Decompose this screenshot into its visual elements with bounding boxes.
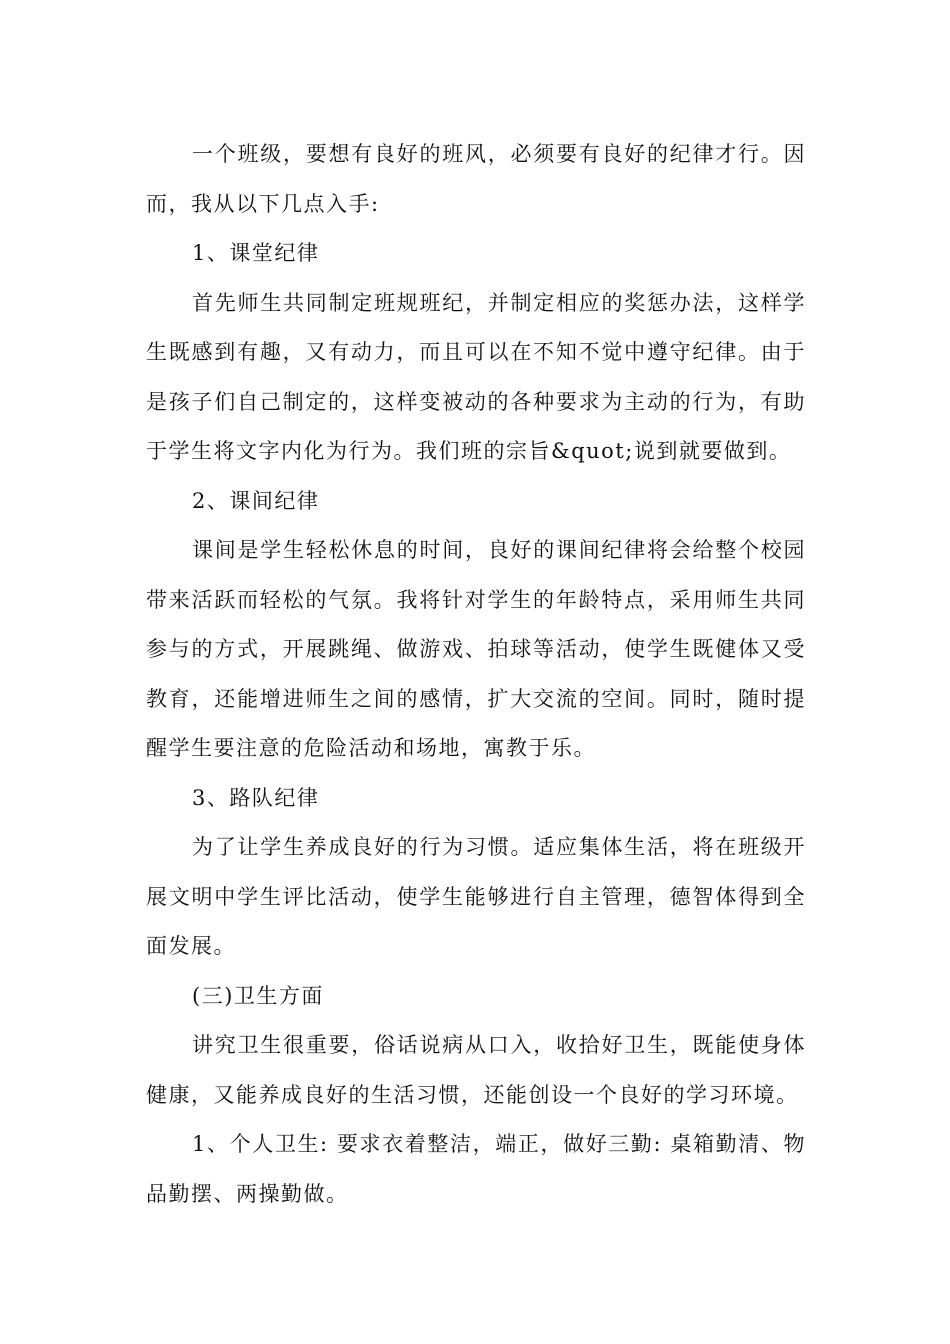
paragraph-hygiene-intro: 讲究卫生很重要，俗话说病从口入，收拾好卫生，既能使身体健康，又能养成良好的生活习惯，还能创设一个良好的学习环境。	[146, 1033, 806, 1107]
paragraph-break-discipline: 课间是学生轻松休息的时间，良好的课间纪律将会给整个校园带来活跃而轻松的气氛。我将针对学生的年龄特点，采用师生共同参与的方式，开展跳绳、做游戏、拍球等活动，使学生既健体又受教育，还能增进师生之间的感情，扩大交流的空间。同时，随时提醒学生要注意的危险活动和场地，寓教于乐。	[146, 538, 806, 760]
heading-classroom-discipline: 1、课堂纪律	[192, 241, 320, 265]
paragraph-discipline-intro: 一个班级，要想有良好的班风，必须要有良好的纪律才行。因而，我从以下几点入手:	[146, 142, 806, 216]
paragraph-personal-hygiene: 1、个人卫生: 要求衣着整洁，端正，做好三勤: 桌箱勤清、物品勤摆、两操勤做。	[146, 1132, 806, 1206]
document-body	[146, 130, 806, 1219]
paragraph-queue-discipline: 为了让学生养成良好的行为习惯。适应集体生活，将在班级开展文明中学生评比活动，使学生能够进行自主管理，德智体得到全面发展。	[146, 835, 806, 958]
heading-queue-discipline: 3、路队纪律	[192, 785, 320, 810]
paragraph-classroom-discipline: 首先师生共同制定班规班纪，并制定相应的奖惩办法，这样学生既感到有趣，又有动力，而且可以在不知不觉中遵守纪律。由于是孩子们自己制定的，这样变被动的各种要求为主动的行为，有助于学生将文字内化为行为。我们班的宗旨&quot;说到就要做到。	[146, 290, 806, 463]
heading-break-discipline: 2、课间纪律	[192, 488, 320, 513]
heading-hygiene: (三)卫生方面	[192, 983, 324, 1008]
